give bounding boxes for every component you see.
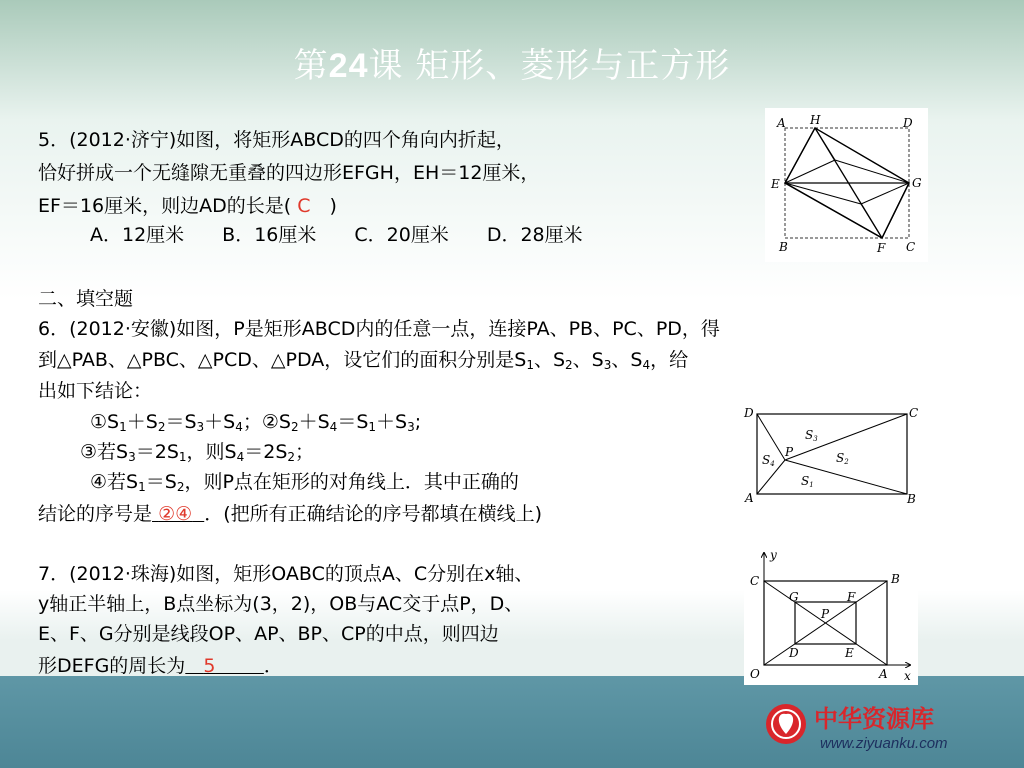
svg-text:S3: S3 — [805, 428, 818, 443]
fig1-label-a: A — [777, 116, 786, 130]
q5-line1: 5．(2012·济宁)如图，将矩形ABCD的四个角向内折起， — [38, 129, 515, 151]
q7-answer: 5 — [203, 655, 216, 677]
q6-line2: 到△PAB、△PBC、△PCD、△PDA，设它们的面积分别是$S_1$、$S_2$、$S_3$、$S_4$，给 — [38, 349, 689, 372]
logo-text: 中华资源库 — [814, 705, 934, 733]
fig2-label-a: A — [745, 491, 754, 505]
fig1-label-d: D — [903, 116, 913, 130]
figure-coordinate-rectangle — [744, 547, 918, 685]
fig3-label-o: O — [750, 667, 760, 681]
section-heading: 二、填空题 — [38, 288, 134, 310]
q7-line4: 形DEFG的周长为 5 ． — [38, 655, 283, 677]
q7-line3: E、F、G分别是线段OP、AP、BP、CP的中点，则四边 — [38, 623, 499, 645]
fig1-label-c: C — [906, 240, 916, 254]
ziyuanku-logo — [764, 696, 994, 756]
q6-line1: 6．(2012·安徽)如图，P是矩形ABCD内的任意一点，连接PA、PB、PC、PD，得 — [38, 318, 720, 340]
fig3-label-c: C — [750, 574, 760, 588]
svg-text:S2: S2 — [836, 451, 849, 466]
fig1-label-b: B — [779, 240, 788, 254]
fig2-label-s4: S — [762, 453, 771, 467]
fig2-label-d: D — [744, 406, 754, 420]
slide-title: 第24课 矩形、菱形与正方形 — [293, 46, 731, 86]
fig1-label-e: E — [771, 177, 780, 191]
fig3-label-g: G — [789, 590, 799, 604]
fig2-label-s1: S — [801, 474, 810, 488]
q6-answer: ②④ — [158, 503, 193, 525]
q7-line1: 7．(2012·珠海)如图，矩形OABC的顶点A、C分别在x轴、 — [38, 563, 534, 585]
q6-line3: 出如下结论： — [38, 380, 153, 402]
logo-url: www.ziyuanku.com — [820, 735, 948, 752]
fig1-label-h: H — [810, 113, 821, 127]
figure-folded-rectangle — [765, 108, 928, 262]
fig2-label-c: C — [909, 406, 919, 420]
svg-text:S4: S4 — [762, 453, 775, 468]
fig1-label-g: G — [912, 176, 922, 190]
fig3-label-y: y — [770, 548, 777, 562]
fig3-label-f: F — [847, 590, 856, 604]
fig3-label-e: E — [845, 646, 854, 660]
q6-conclusion-3: ③若$S_3=2S_1$，则$S_4=2S_2$； — [80, 441, 315, 464]
fig1-label-f: F — [877, 241, 886, 255]
fig2-label-s2: S — [836, 451, 845, 465]
svg-text:S1: S1 — [801, 474, 814, 489]
q6-conclusion-4: ④若$S_1=S_2$，则P点在矩形的对角线上．其中正确的 — [90, 471, 519, 494]
figure-rectangle-point-p — [741, 402, 921, 510]
q5-answer: C — [297, 195, 311, 217]
fig3-label-x: x — [904, 669, 911, 683]
q5-line3: EF＝16厘米，则边AD的长是( C ) — [38, 195, 337, 217]
q5-options: A．12厘米 B．16厘米 C．20厘米 D．28厘米 — [90, 224, 583, 246]
fig2-label-s3: S — [805, 428, 814, 442]
q6-last-line: 结论的序号是 ②④ ．(把所有正确结论的序号都填在横线上) — [38, 503, 543, 525]
fig3-label-p: P — [821, 607, 830, 621]
fig3-label-b: B — [891, 572, 900, 586]
fig2-label-p: P — [785, 445, 794, 459]
fig3-label-a: A — [879, 667, 888, 681]
q6-conclusion-1-2: $①S_1+S_2=S_3+S_4$；$②S_2+S_4=S_1+S_3$; — [90, 411, 422, 434]
fig3-label-d: D — [789, 646, 799, 660]
q5-line2: 恰好拼成一个无缝隙无重叠的四边形EFGH，EH＝12厘米， — [38, 162, 540, 184]
fig2-label-b: B — [907, 492, 916, 506]
q7-line2: y轴正半轴上，B点坐标为(3，2)，OB与AC交于点P，D、 — [38, 593, 524, 615]
